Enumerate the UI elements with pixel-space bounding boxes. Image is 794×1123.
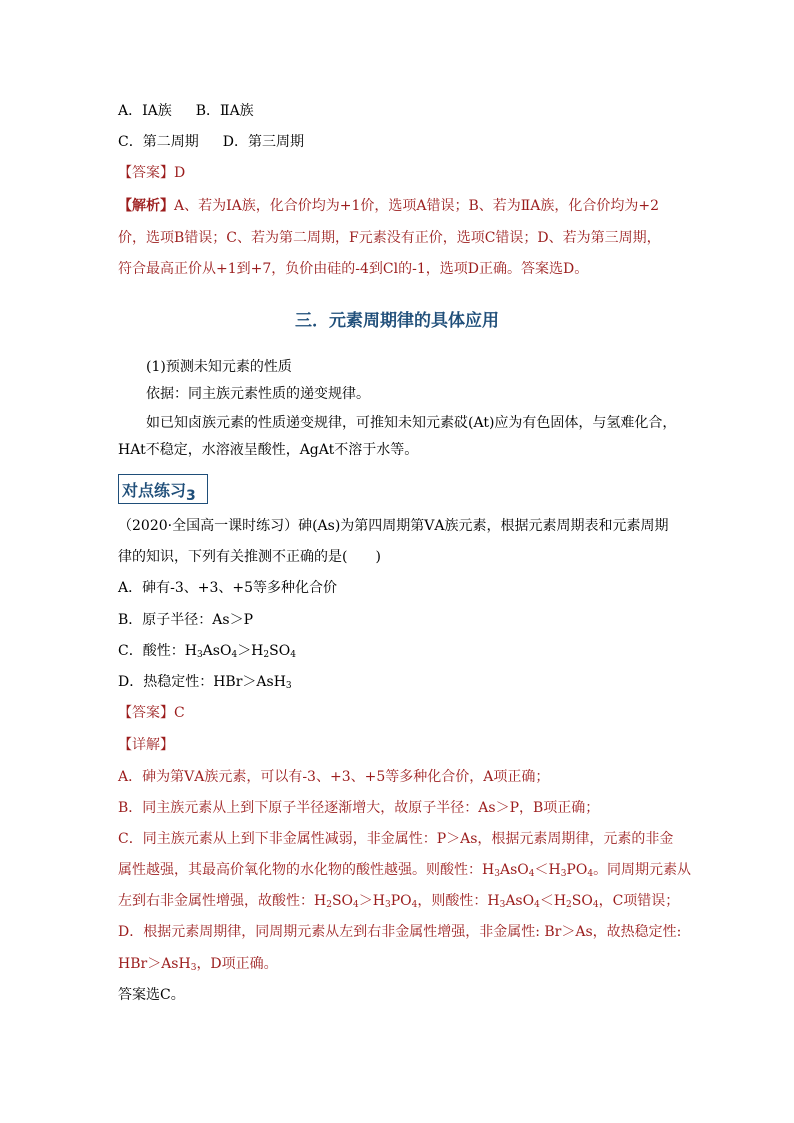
detail-c3-mid: ，则酸性： bbox=[417, 893, 488, 909]
question-option-c: C．酸性：$H_3AsO_4>H_2SO_4$ bbox=[118, 643, 296, 660]
option-d-sub: 3 bbox=[285, 681, 292, 691]
detail-d-1: D．根据元素周期律，同周期元素从左到右非金属性增强，非金属性: Br＞As，故热稳定性: bbox=[118, 924, 682, 940]
section-line-3: 如已知卤族元素的性质递变规律，可推知未知元素砹(At)应为有色固体，与氢难化合， bbox=[146, 415, 677, 431]
detail-c3-prefix: 左到右非金属性增强，故酸性： bbox=[118, 893, 314, 909]
detail-d2-prefix: HBr＞AsH bbox=[118, 956, 191, 972]
answer-1: 【答案】D bbox=[118, 165, 186, 181]
options-line-cd bbox=[118, 132, 304, 152]
question-line-2: 律的知识，下列有关推测不正确的是( ) bbox=[118, 549, 381, 565]
option-d: D．第三周期 bbox=[222, 134, 304, 150]
analysis-line-2: 价，选项B错误；C、若为第二周期，F元素没有正价，选项C错误；D、若为第三周期， bbox=[118, 230, 661, 246]
detail-d2-sub: 3 bbox=[190, 963, 197, 973]
detail-a: A．砷为第ⅤA族元素，可以有-3、+3、+5等多种化合价，A项正确； bbox=[118, 769, 550, 785]
detail-d2-suffix: ，D项正确。 bbox=[196, 956, 278, 972]
option-a: A．ⅠA族 bbox=[118, 103, 172, 119]
detail-b: B．同主族元素从上到下原子半径逐渐增大，故原子半径：As＞P，B项正确； bbox=[118, 800, 600, 816]
detail-c-3: 左到右非金属性增强，故酸性：$H_2SO_4>H_3PO_4$，则酸性：$H_3AsO_4<H_2SO_4$，C项错误； bbox=[118, 893, 680, 910]
detail-c3-suffix: ，C项错误； bbox=[598, 893, 680, 909]
options-line-ab bbox=[118, 101, 254, 121]
analysis-text-1: A、若为ⅠA族，化合价均为+1价，选项A错误；B、若为ⅡA族，化合价均为+2 bbox=[174, 198, 660, 214]
section-line-1: (1)预测未知元素的性质 bbox=[146, 359, 292, 375]
section-line-4: HAt不稳定，水溶液呈酸性，AgAt不溶于水等。 bbox=[118, 442, 419, 458]
option-b: B．ⅡA族 bbox=[195, 103, 254, 119]
detail-c2-prefix: 属性越强，其最高价氧化物的水化物的酸性越强。则酸性： bbox=[118, 862, 482, 878]
section-title: 三．元素周期律的具体应用 bbox=[295, 311, 499, 331]
question-option-b: B．原子半径：As＞P bbox=[118, 612, 254, 628]
question-option-a: A．砷有-3、+3、+5等多种化合价 bbox=[118, 580, 338, 596]
detail-c-1: C．同主族元素从上到下非金属性减弱，非金属性：P＞As，根据元素周期律，元素的非金 bbox=[118, 831, 674, 847]
question-option-d bbox=[118, 672, 292, 692]
option-c: C．第二周期 bbox=[118, 134, 199, 150]
detail-c-2: 属性越强，其最高价氧化物的水化物的酸性越强。则酸性：$H_3AsO_4<H_3PO_4$。同周期元素从 bbox=[118, 862, 692, 879]
analysis-line-1 bbox=[118, 196, 659, 216]
detail-c2-suffix: 。同周期元素从 bbox=[593, 862, 692, 878]
analysis-line-3: 符合最高正价从+1到+7，负价由硅的-4到Cl的-1，选项D正确。答案选D。 bbox=[118, 261, 589, 277]
option-d-prefix: D．热稳定性：HBr＞AsH bbox=[118, 674, 286, 690]
detail-d-2 bbox=[118, 954, 278, 974]
practice-box bbox=[118, 474, 208, 504]
detail-label: 【详解】 bbox=[118, 737, 174, 753]
practice-label: 对点练习 bbox=[122, 481, 187, 500]
answer-2: 【答案】C bbox=[118, 705, 185, 721]
final-answer: 答案选C。 bbox=[118, 987, 185, 1003]
question-line-1: （2020·全国高一课时练习）砷(As)为第四周期第ⅤA族元素，根据元素周期表和元素周期 bbox=[118, 518, 669, 534]
practice-number: 3 bbox=[186, 488, 196, 504]
analysis-label: 【解析】 bbox=[118, 198, 174, 214]
option-c-prefix: C．酸性： bbox=[118, 643, 185, 659]
section-line-2: 依据：同主族元素性质的递变规律。 bbox=[146, 386, 370, 402]
